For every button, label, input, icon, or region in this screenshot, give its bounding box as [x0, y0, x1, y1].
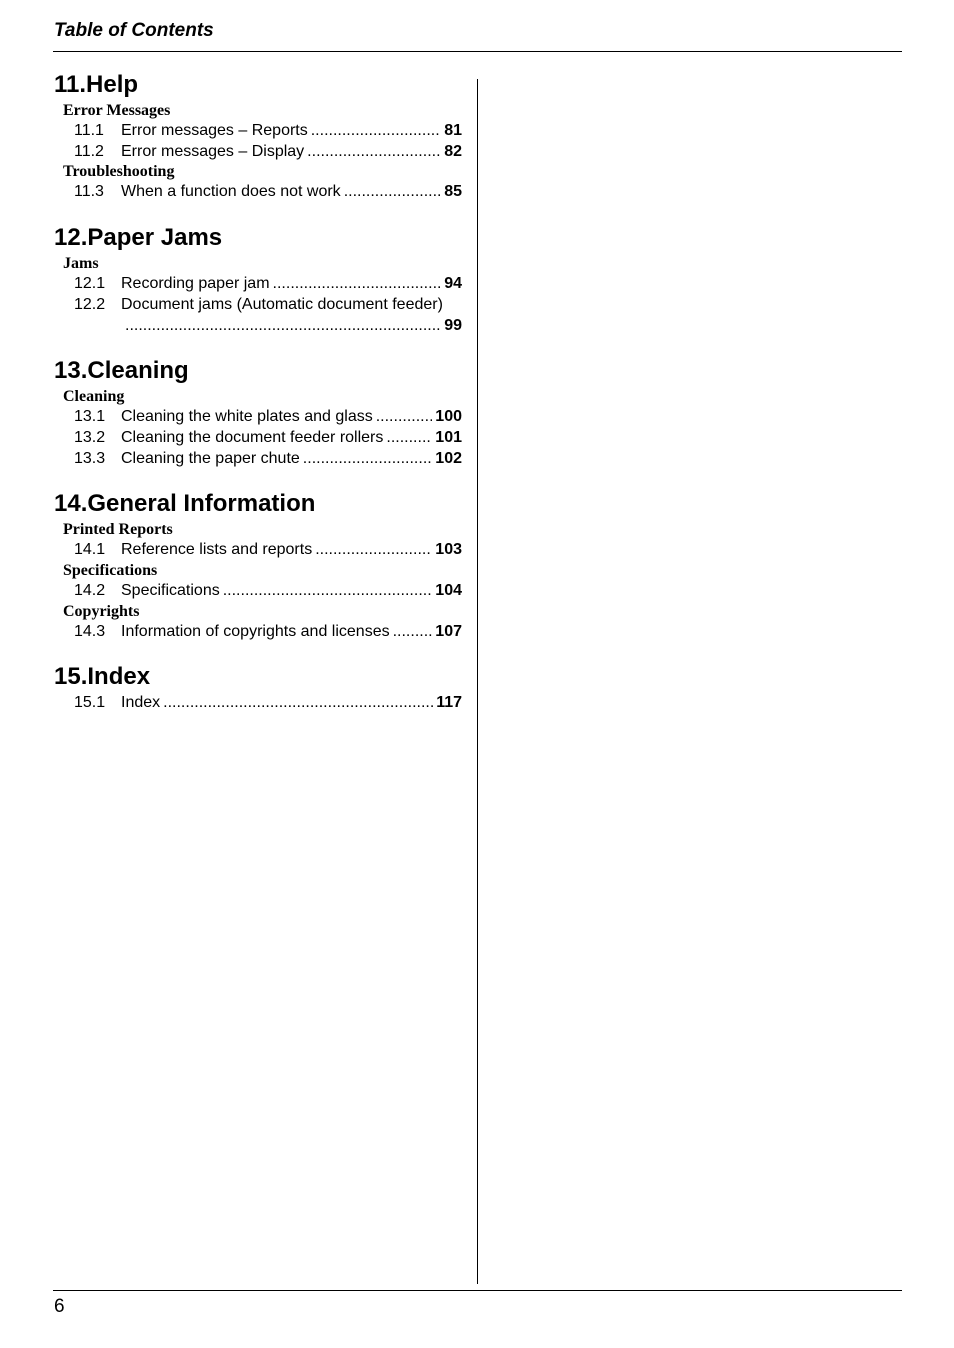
chapter-number: 14. [54, 490, 88, 518]
chapter-number: 13. [54, 357, 88, 385]
section-group-title: Copyrights [63, 602, 140, 620]
chapter-heading[interactable] [54, 223, 462, 254]
entry-number: 14.3 [74, 622, 106, 640]
dot-leader [344, 182, 442, 203]
chapter-number: 15. [54, 663, 88, 691]
entry-number: 11.3 [74, 183, 104, 201]
entry-title: Cleaning the white plates and glass [121, 408, 373, 426]
dot-leader [307, 142, 441, 163]
entry-title: Information of copyrights and licenses [121, 622, 390, 640]
entry-number: 11.2 [74, 142, 104, 160]
entry-page-number: 101 [435, 428, 462, 446]
toc-entry[interactable] [54, 142, 462, 163]
chapter-13 [54, 356, 462, 469]
running-header-title: Table of Contents [54, 20, 214, 41]
entry-title: Reference lists and reports [121, 541, 313, 559]
page-number: 6 [54, 1296, 65, 1317]
entry-title: Document jams (Automatic document feeder) [121, 295, 443, 313]
chapter-heading[interactable] [54, 489, 462, 520]
entry-title: Cleaning the paper chute [121, 449, 300, 467]
toc-entry[interactable] [54, 428, 462, 449]
chapter-title: Help [86, 71, 139, 98]
entry-page-number: 82 [444, 142, 462, 160]
dot-leader [125, 316, 441, 337]
section-group-title: Specifications [63, 562, 158, 580]
toc-entry[interactable] [54, 693, 462, 714]
chapter-title: Cleaning [87, 357, 189, 385]
dot-leader [223, 581, 433, 602]
column-divider [477, 79, 478, 1284]
section-group-title: Troubleshooting [63, 163, 175, 181]
entry-page-number: 102 [435, 449, 462, 467]
entry-title: When a function does not work [121, 183, 341, 201]
entry-page-number: 81 [444, 122, 462, 139]
entry-page-number: 94 [444, 275, 462, 293]
toc-entry[interactable] [54, 407, 462, 428]
entry-number: 12.2 [74, 295, 106, 313]
chapter-title: General Information [87, 490, 316, 518]
footer-divider [53, 1290, 902, 1291]
chapter-14 [54, 489, 462, 642]
entry-page-number: 104 [435, 582, 462, 600]
dot-leader [315, 540, 432, 561]
table-of-contents [54, 70, 462, 734]
entry-number: 13.1 [74, 408, 106, 426]
entry-number: 13.3 [74, 449, 106, 467]
dot-leader [273, 274, 442, 295]
toc-entry[interactable] [54, 622, 462, 643]
chapter-11 [54, 70, 462, 203]
section-group-title: Error Messages [63, 102, 171, 119]
chapter-heading[interactable] [54, 70, 462, 101]
chapter-heading[interactable] [54, 356, 462, 387]
entry-number: 11.1 [74, 122, 104, 139]
toc-entry[interactable] [54, 182, 462, 203]
entry-page-number: 107 [435, 622, 462, 640]
entry-title: Index [121, 694, 161, 712]
section-group-title: Jams [63, 255, 99, 273]
toc-entry[interactable] [54, 121, 462, 142]
toc-entry[interactable] [54, 540, 462, 561]
chapter-number: 11. [54, 71, 87, 98]
entry-title: Recording paper jam [121, 275, 270, 293]
chapter-15 [54, 662, 462, 714]
section-group-title: Cleaning [63, 388, 125, 406]
dot-leader [393, 622, 433, 643]
entry-page-number: 117 [436, 694, 462, 712]
toc-entry[interactable] [54, 581, 462, 602]
entry-title: Specifications [121, 582, 220, 600]
header-divider [53, 51, 902, 52]
entry-number: 13.2 [74, 428, 106, 446]
entry-page-number: 103 [435, 541, 462, 559]
section-group-title: Printed Reports [63, 521, 173, 539]
entry-page-number: 85 [444, 183, 462, 201]
toc-entry[interactable] [54, 295, 462, 336]
entry-number: 14.2 [74, 582, 106, 600]
chapter-number: 12. [54, 224, 88, 252]
toc-entry[interactable] [54, 274, 462, 295]
chapter-12 [54, 223, 462, 336]
entry-page-number: 100 [435, 408, 462, 426]
dot-leader [386, 428, 432, 449]
toc-entry[interactable] [54, 449, 462, 470]
entry-number: 15.1 [74, 694, 106, 712]
entry-title: Cleaning the document feeder rollers [121, 428, 384, 446]
dot-leader [376, 407, 433, 428]
entry-page-number: 99 [444, 316, 462, 334]
dot-leader [163, 693, 433, 714]
entry-title: Error messages – Reports [121, 122, 308, 139]
entry-number: 12.1 [74, 275, 106, 293]
entry-title: Error messages – Display [121, 142, 305, 160]
chapter-heading[interactable] [54, 662, 462, 693]
chapter-title: Paper Jams [87, 224, 223, 252]
chapter-title: Index [87, 663, 151, 691]
entry-number: 14.1 [74, 541, 106, 559]
dot-leader [311, 121, 441, 142]
dot-leader [303, 449, 433, 470]
